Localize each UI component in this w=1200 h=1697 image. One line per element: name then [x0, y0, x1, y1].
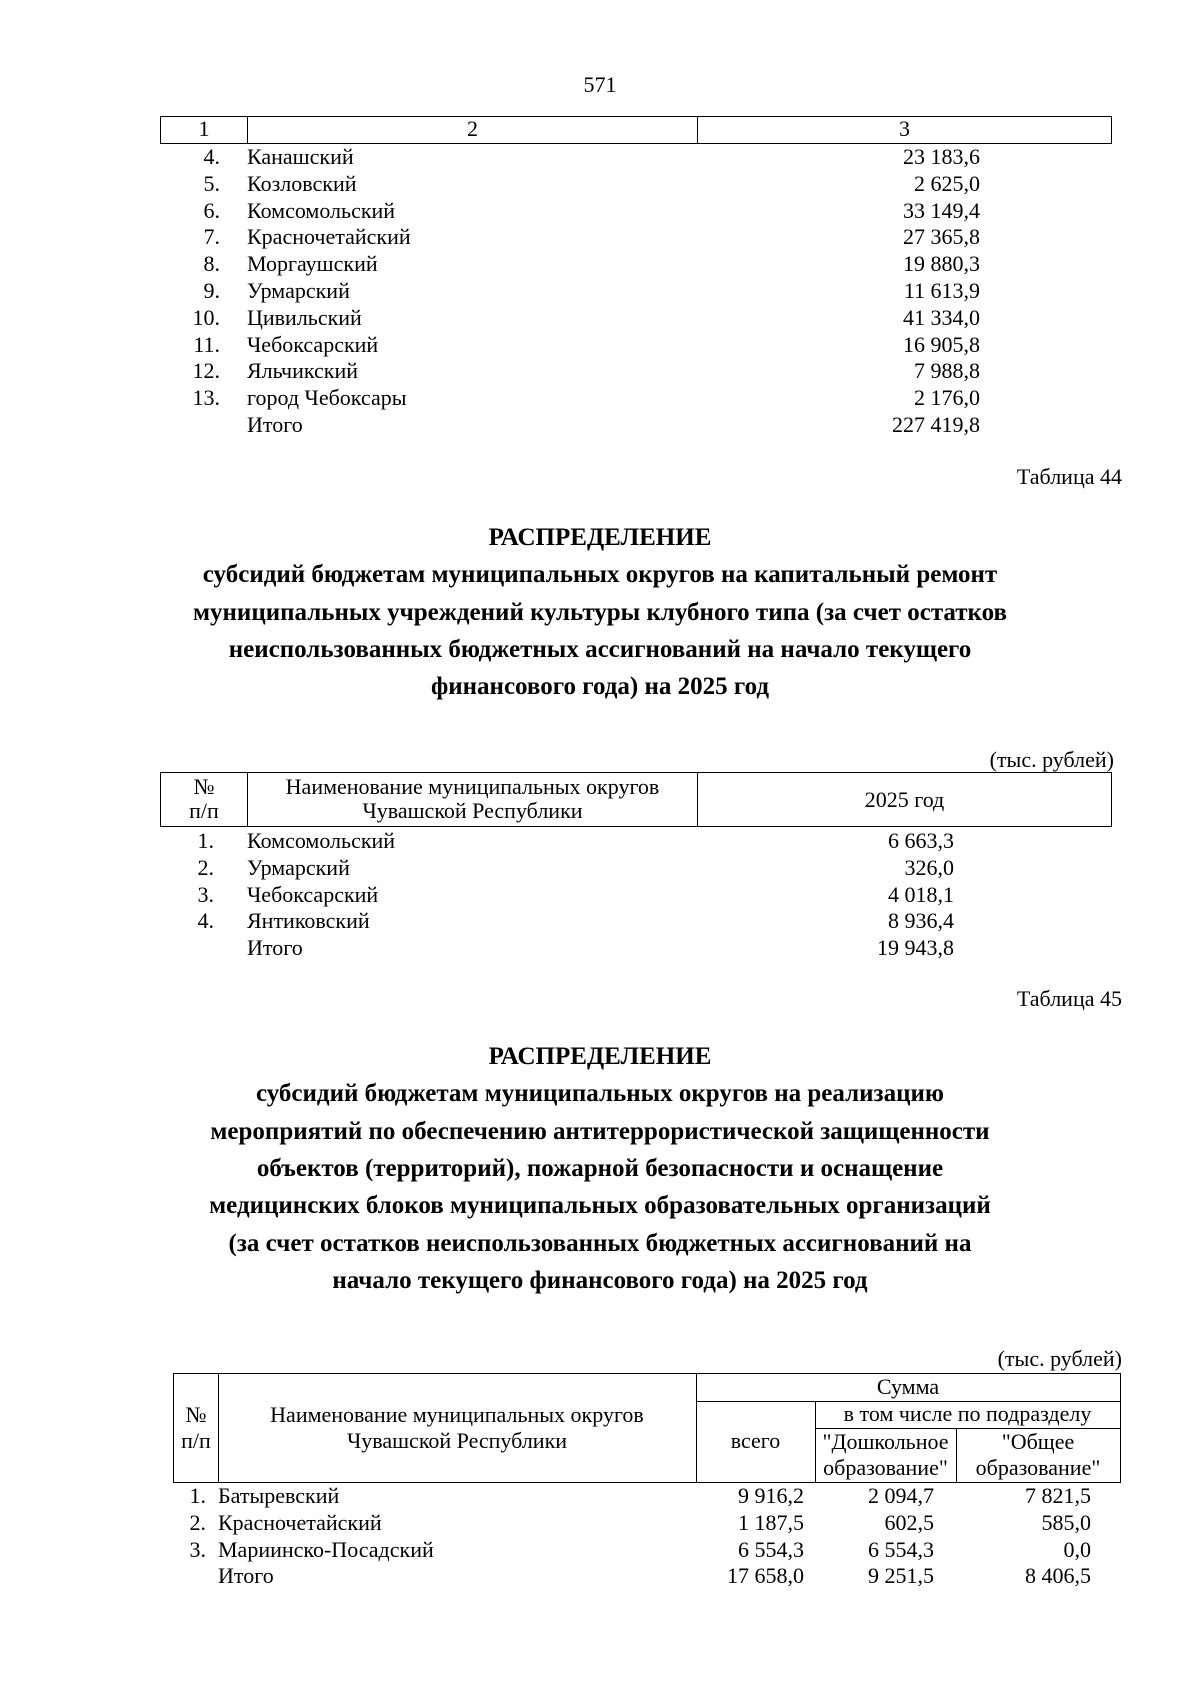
- table44-header-name: [248, 773, 698, 826]
- table-row: [0, 224, 1200, 250]
- row-value: 19 943,8: [877, 935, 954, 961]
- table45-header-name-l2: Чувашской Республики: [346, 1428, 568, 1453]
- row-preschool: 9 251,5: [868, 1563, 934, 1589]
- row-district-name: Комсомольский: [247, 197, 396, 223]
- table44-units: (тыс. рублей): [989, 747, 1114, 772]
- title-line: РАСПРЕДЕЛЕНИЕ: [488, 524, 712, 551]
- table45-header-preschool-l2: образование": [823, 1455, 948, 1480]
- table-row: [0, 855, 1200, 881]
- row-value: 11 613,9: [903, 278, 980, 303]
- row-district-name: Комсомольский: [247, 828, 396, 853]
- row-district-name: Итого: [218, 1563, 274, 1589]
- table-row: [0, 305, 1200, 331]
- row-number: 9.: [203, 278, 220, 303]
- table45-header-sum: Сумма: [876, 1374, 940, 1399]
- table45-caption: Таблица 45: [1016, 986, 1122, 1011]
- row-number: 2.: [197, 854, 214, 880]
- row-district-name: Канашский: [247, 144, 354, 169]
- table43-header-col1: 1: [161, 117, 248, 143]
- row-district-name: Урмарский: [247, 854, 350, 880]
- row-district-name: Красночетайский: [247, 224, 411, 250]
- row-value: 326,0: [904, 854, 954, 880]
- row-number: 5.: [203, 170, 220, 196]
- table44-header-num-l2: п/п: [189, 798, 219, 823]
- row-value: 227 419,8: [892, 412, 980, 437]
- row-number: 10.: [192, 304, 220, 330]
- row-total: 6 554,3: [738, 1536, 804, 1562]
- title-line: медицинских блоков муниципальных образовательных организаций: [209, 1192, 991, 1220]
- table45-header-preschool-l1: "Дошкольное: [822, 1429, 949, 1454]
- row-number: 6.: [203, 197, 220, 223]
- table45-header-general-l1: "Общее: [1001, 1429, 1075, 1454]
- row-district-name: Итого: [247, 935, 303, 961]
- row-number: 4.: [203, 144, 220, 169]
- row-district-name: Козловский: [247, 170, 357, 196]
- title-line: субсидий бюджетам муниципальных округов на капитальный ремонт: [202, 561, 998, 589]
- title-line: неиспользованных бюджетных ассигнований на начало текущего: [228, 635, 972, 663]
- title-line: начало текущего финансового года) на 2025 год: [332, 1266, 868, 1294]
- row-total: 1 187,5: [738, 1509, 804, 1535]
- table45-header-num-l1: №: [185, 1402, 207, 1427]
- table45-header-num: [174, 1402, 218, 1454]
- table-row: [0, 908, 1200, 934]
- title-line: (за счет остатков неиспользованных бюджетных ассигнований на: [228, 1229, 972, 1257]
- table44-header-num-l1: №: [193, 774, 215, 799]
- row-value: 23 183,6: [903, 144, 980, 169]
- table44-header-num: [161, 773, 248, 826]
- table-row: [0, 198, 1200, 224]
- page-number: 571: [583, 72, 617, 97]
- table45-header-including: в том числе по подразделу: [843, 1401, 1092, 1426]
- title-line: объектов (территорий), пожарной безопасности и оснащение: [256, 1154, 944, 1182]
- table-row: [0, 828, 1200, 854]
- table-row: [0, 1483, 1200, 1509]
- row-number: 13.: [192, 385, 220, 411]
- table-row: [0, 171, 1200, 197]
- row-value: 6 663,3: [888, 828, 954, 853]
- row-number: 3.: [189, 1536, 206, 1562]
- row-value: 16 905,8: [903, 331, 980, 357]
- row-number: 12.: [192, 358, 220, 384]
- table44-header-name-l1: Наименование муниципальных округов: [285, 774, 660, 799]
- table-row: [0, 358, 1200, 384]
- row-value: 8 936,4: [888, 908, 954, 934]
- table43-header-col2: 2: [248, 117, 698, 143]
- row-district-name: город Чебоксары: [247, 385, 407, 411]
- row-district-name: Мариинско-Посадский: [218, 1536, 434, 1562]
- table-row: [0, 1563, 1200, 1589]
- row-general: 585,0: [1041, 1509, 1091, 1535]
- title-line: финансового года) на 2025 год: [430, 673, 770, 701]
- table44-header-year: 2025 год: [864, 787, 945, 812]
- row-district-name: Красночетайский: [218, 1509, 382, 1535]
- title-line: РАСПРЕДЕЛЕНИЕ: [488, 1043, 712, 1070]
- row-preschool: 602,5: [884, 1509, 934, 1535]
- row-value: 2 176,0: [914, 385, 980, 411]
- row-number: 4.: [197, 908, 214, 934]
- table44-header-name-l2: Чувашской Республики: [362, 798, 583, 823]
- table45-header-name-l1: Наименование муниципальных округов: [270, 1402, 644, 1427]
- table44-caption: Таблица 44: [1016, 464, 1122, 489]
- row-number: 7.: [203, 224, 220, 250]
- table-row: [0, 251, 1200, 277]
- row-district-name: Янтиковский: [247, 908, 370, 934]
- row-general: 7 821,5: [1025, 1483, 1091, 1508]
- row-district-name: Чебоксарский: [247, 881, 379, 907]
- row-number: 1.: [189, 1483, 206, 1508]
- row-preschool: 6 554,3: [868, 1536, 934, 1562]
- table-row: [0, 412, 1200, 438]
- row-district-name: Урмарский: [247, 278, 350, 303]
- table44-header: [160, 772, 1112, 827]
- table-row: [0, 144, 1200, 170]
- row-value: 41 334,0: [903, 304, 980, 330]
- table45-header-general-l2: образование": [975, 1455, 1101, 1480]
- title-line: муниципальных учреждений культуры клубного типа (за счет остатков: [192, 598, 1007, 626]
- row-total: 17 658,0: [727, 1563, 804, 1589]
- table45-header-name: [218, 1402, 696, 1454]
- row-value: 33 149,4: [903, 197, 980, 223]
- table45-header-preschool: [815, 1429, 956, 1481]
- table-row: [0, 332, 1200, 358]
- row-general: 0,0: [1063, 1536, 1091, 1562]
- title-line: субсидий бюджетам муниципальных округов на реализацию: [255, 1080, 944, 1108]
- row-number: 11.: [193, 331, 220, 357]
- row-district-name: Батыревский: [218, 1483, 340, 1508]
- row-number: 1.: [197, 828, 214, 853]
- row-total: 9 916,2: [738, 1483, 804, 1508]
- row-number: 8.: [203, 251, 220, 277]
- title-line: мероприятий по обеспечению антитеррористической защищенности: [210, 1117, 990, 1145]
- table-row: [0, 882, 1200, 908]
- row-number: 2.: [189, 1509, 206, 1535]
- row-value: 19 880,3: [903, 251, 980, 277]
- table43-header: [160, 116, 1112, 144]
- table-row: [0, 1537, 1200, 1563]
- row-district-name: Итого: [247, 412, 303, 437]
- row-general: 8 406,5: [1025, 1563, 1091, 1589]
- table-row: [0, 935, 1200, 961]
- table45-units: (тыс. рублей): [997, 1346, 1122, 1371]
- table-row: [0, 385, 1200, 411]
- table45-header-general: [956, 1429, 1120, 1481]
- row-preschool: 2 094,7: [868, 1483, 934, 1508]
- row-value: 2 625,0: [914, 170, 980, 196]
- row-value: 7 988,8: [914, 358, 980, 384]
- table45-header: [173, 1373, 1121, 1483]
- row-value: 4 018,1: [888, 881, 954, 907]
- row-district-name: Моргаушский: [247, 251, 378, 277]
- table-row: [0, 278, 1200, 304]
- table45-header-total: всего: [730, 1428, 781, 1453]
- table45-header-num-l2: п/п: [181, 1428, 211, 1453]
- row-district-name: Чебоксарский: [247, 331, 379, 357]
- row-value: 27 365,8: [903, 224, 980, 250]
- row-number: 3.: [197, 881, 214, 907]
- row-district-name: Цивильский: [247, 304, 362, 330]
- table-row: [0, 1510, 1200, 1536]
- row-district-name: Яльчикский: [247, 358, 358, 384]
- table43-header-col3: 3: [899, 116, 910, 141]
